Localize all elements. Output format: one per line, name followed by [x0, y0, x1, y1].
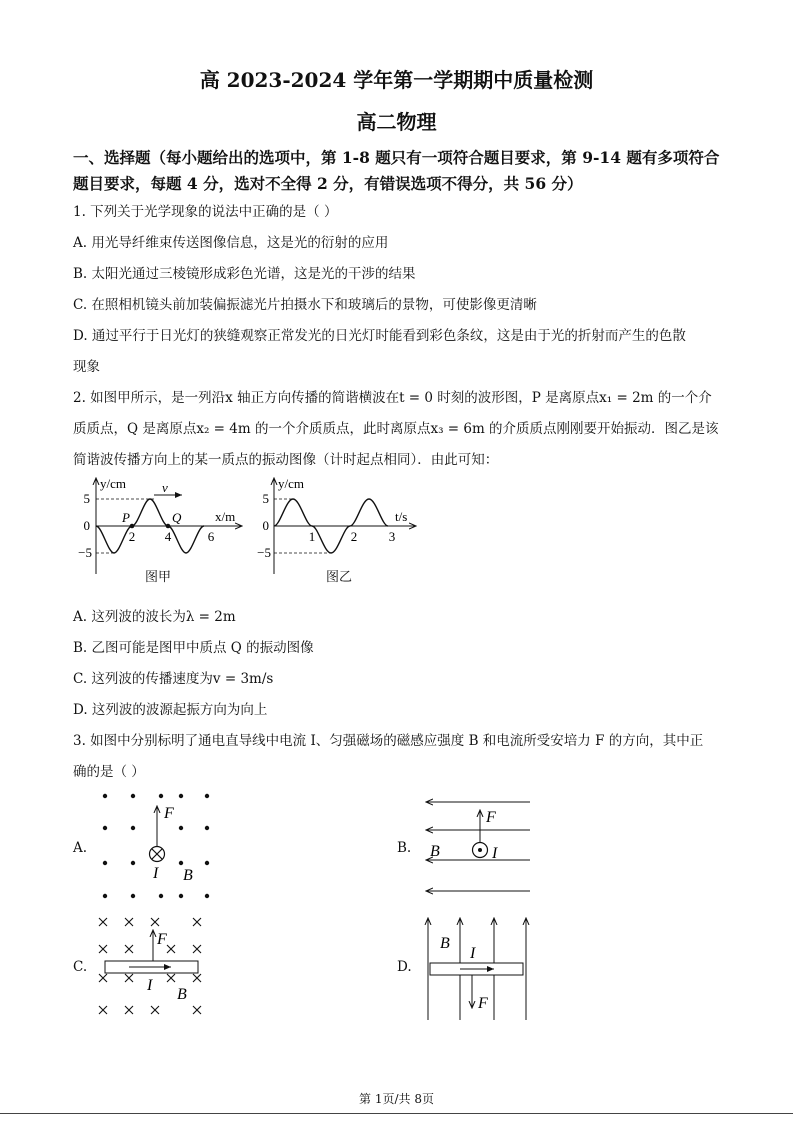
y-tick-neg5: −5	[78, 545, 92, 560]
q1-stem: 1. 下列关于光学现象的说法中正确的是（ ）	[73, 204, 338, 220]
svg-text:B: B	[177, 986, 187, 1003]
section-heading-line2: 题目要求，每题 4 分，选对不全得 2 分，有错误选项不得分，共 56 分）	[73, 174, 583, 193]
q3-label-d: D.	[397, 959, 412, 975]
svg-text:F: F	[157, 931, 167, 948]
x-tick-4: 4	[164, 529, 172, 544]
q2-option-a: A. 这列波的波长为λ = 2m	[73, 609, 236, 625]
y-label: y/cm	[278, 476, 304, 491]
caption-jia: 图甲	[145, 570, 172, 585]
section-heading-line1: 一、选择题（每小题给出的选项中，第 1-8 题只有一项符合题目要求，第 9-14 题有多项符合	[73, 148, 720, 167]
q3-stem-line1: 3. 如图中分别标明了通电直导线中电流 I、匀强磁场的磁感应强度 B 和电流所受安培力 F 的方向，其中正	[73, 733, 704, 749]
q2-option-d: D. 这列波的波源起振方向为向上	[73, 702, 268, 718]
q3-diagram-c	[95, 910, 220, 1020]
x-label: x/m	[215, 509, 236, 524]
q3-label-b: B.	[397, 840, 412, 856]
caption-yi: 图乙	[326, 570, 353, 585]
y-label: y/cm	[100, 476, 126, 491]
x-tick-2: 2	[128, 529, 136, 544]
q1-option-b: B. 太阳光通过三棱镜形成彩色光谱，这是光的干涉的结果	[73, 266, 416, 282]
q1-option-d-line1: D. 通过平行于日光灯的狭缝观察正常发光的日光灯时能看到彩色条纹，这是由于光的折射而产生的色散	[73, 328, 686, 344]
svg-text:F: F	[486, 809, 496, 826]
t-tick-3: 3	[388, 529, 396, 544]
y-tick-5: 5	[83, 491, 90, 506]
point-p	[130, 524, 135, 529]
q2-option-b: B. 乙图可能是图甲中质点 Q 的振动图像	[73, 640, 314, 656]
label-q: Q	[172, 510, 182, 525]
svg-text:B: B	[183, 867, 193, 884]
page-number: 第 1页/共 8页	[359, 1092, 434, 1106]
subject-title: 高二物理	[356, 110, 437, 134]
svg-text:B: B	[440, 935, 450, 952]
x-tick-6: 6	[207, 529, 215, 544]
q3-label-a: A.	[73, 840, 88, 856]
q3-stem-line2: 确的是（ ）	[73, 764, 145, 780]
svg-text:I: I	[470, 945, 476, 962]
q3-label-c: C.	[73, 959, 88, 975]
svg-text:I: I	[147, 977, 153, 994]
q2-option-c: C. 这列波的传播速度为v = 3m/s	[73, 671, 274, 687]
velocity-label: v	[162, 480, 168, 495]
q3-diagram-b	[420, 790, 535, 900]
t-tick-2: 2	[350, 529, 358, 544]
bottom-rule	[0, 1113, 793, 1114]
y-tick-0: 0	[262, 518, 269, 533]
q2-stem-line3: 简谐波传播方向上的某一质点的振动图像（计时起点相同）．由此可知：	[73, 452, 499, 468]
q2-stem-line2: 质质点，Q 是离原点x₂ = 4m 的一个介质质点，此时离原点x₃ = 6m 的介质质点刚刚要开始振动．图乙是该	[73, 421, 719, 437]
t-label: t/s	[395, 509, 408, 524]
svg-text:I: I	[153, 865, 159, 882]
q3-diagram-d	[420, 912, 535, 1022]
svg-text:B: B	[430, 843, 440, 860]
svg-text:F: F	[478, 995, 488, 1012]
q3-diagram-a	[95, 788, 220, 908]
label-p: P	[122, 510, 130, 525]
exam-title: 高 2023-2024 学年第一学期期中质量检测	[199, 68, 594, 92]
svg-text:I: I	[492, 845, 498, 862]
q1-option-a: A. 用光导纤维束传送图像信息，这是光的衍射的应用	[73, 235, 389, 251]
point-q	[166, 524, 171, 529]
q1-option-d-line2: 现象	[73, 359, 100, 375]
y-tick-neg5: −5	[257, 545, 271, 560]
q1-option-c: C. 在照相机镜头前加装偏振滤光片拍摄水下和玻璃后的景物，可使影像更清晰	[73, 297, 537, 313]
svg-text:F: F	[164, 805, 174, 822]
y-tick-5: 5	[262, 491, 269, 506]
q2-stem-line1: 2. 如图甲所示，是一列沿x 轴正方向传播的简谐横波在t = 0 时刻的波形图，P 是离原点x₁ = 2m 的一个介	[73, 390, 712, 406]
t-tick-1: 1	[308, 529, 316, 544]
y-tick-0: 0	[83, 518, 90, 533]
